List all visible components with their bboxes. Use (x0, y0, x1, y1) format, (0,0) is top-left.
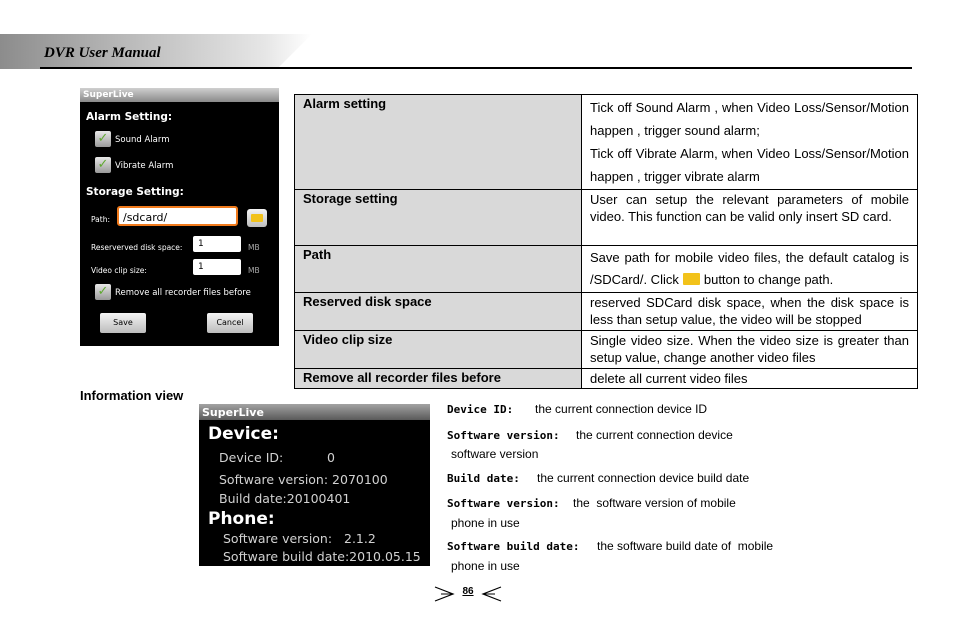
folder-icon (251, 214, 263, 222)
path-desc: Save path for mobile video files, the default catalog is /SDCard/. Click (590, 250, 909, 287)
vibrate-alarm-label: Vibrate Alarm (115, 161, 174, 171)
manual-title: DVR User Manual (44, 45, 161, 61)
save-button[interactable]: Save (100, 313, 146, 333)
row-description: Single video size. When the video size is greater than setup value, change another video files (582, 331, 918, 369)
phone-build-date: Software build date:2010.05.15 (223, 549, 421, 564)
device-software-version: Software version: 2070100 (219, 472, 388, 487)
clip-unit: MB (248, 266, 260, 275)
header-rule (40, 67, 912, 69)
table-row (295, 246, 918, 293)
device-id-label: Device ID: (219, 450, 284, 465)
sound-alarm-label: Sound Alarm (115, 135, 170, 145)
explain-key: Software version: (447, 497, 560, 510)
row-label: Video clip size (295, 331, 582, 369)
phone-software-version: Software version: 2.1.2 (223, 531, 376, 546)
device-heading: Device: (208, 424, 279, 444)
cancel-button[interactable]: Cancel (207, 313, 253, 333)
explain-text: the software build date of mobile (597, 539, 774, 553)
row-label: Alarm setting (295, 95, 582, 190)
information-view-heading: Information view (80, 388, 184, 403)
row-description: delete all current video files (582, 369, 918, 389)
reserved-unit: MB (248, 243, 260, 252)
table-row (295, 369, 918, 389)
reserved-space-label: Reserverved disk space: (91, 243, 183, 252)
settings-screenshot (80, 88, 279, 346)
explain-key: Device ID: (447, 403, 514, 416)
explain-text: the software version of mobile (573, 496, 736, 510)
page-number: 86 (462, 586, 474, 597)
row-description: reserved SDCard disk space, when the disk space is less than setup value, the video will be stopped (582, 293, 918, 331)
device-build-date: Build date:20100401 (219, 491, 351, 506)
vibrate-alarm-desc: Tick off Vibrate Alarm, when Video Loss/Sensor/Motion happen , trigger vibrate alarm (590, 146, 909, 184)
explain-text: the current connection device ID (535, 402, 708, 416)
row-description (582, 95, 918, 190)
sound-alarm-desc: Tick off Sound Alarm , when Video Loss/Sensor/Motion happen , trigger sound alarm; (590, 100, 909, 138)
explain-text-cont: phone in use (451, 559, 520, 573)
path-desc-end: button to change path. (703, 272, 834, 287)
explain-key: Software build date: (447, 540, 580, 553)
folder-icon (683, 273, 700, 285)
row-description: User can setup the relevant parameters of mobile video. This function can be valid only insert SD card. (582, 190, 918, 246)
path-input[interactable]: /sdcard/ (117, 206, 238, 226)
device-id-value: 0 (327, 450, 335, 465)
row-label: Path (295, 246, 582, 293)
vibrate-alarm-checkbox[interactable]: ✓ (95, 157, 111, 173)
remove-files-checkbox[interactable]: ✓ (95, 284, 111, 300)
clip-size-input[interactable]: 1 (193, 259, 241, 275)
row-label: Reserved disk space (295, 293, 582, 331)
information-screenshot (199, 404, 430, 566)
phone-heading: Phone: (208, 509, 275, 529)
explain-key: Build date: (447, 472, 520, 485)
alarm-setting-heading: Alarm Setting: (86, 111, 173, 123)
row-description (582, 246, 918, 293)
table-row (295, 95, 918, 190)
table-row (295, 190, 918, 246)
app-title-bar: SuperLive (199, 404, 430, 420)
remove-files-label: Remove all recorder files before (115, 288, 251, 298)
table-row (295, 331, 918, 369)
row-label: Remove all recorder files before (295, 369, 582, 389)
storage-setting-heading: Storage Setting: (86, 186, 184, 198)
explain-text-cont: software version (451, 447, 539, 461)
explain-text-cont: phone in use (451, 516, 520, 530)
explain-key: Software version: (447, 429, 560, 442)
app-title-bar: SuperLive (80, 88, 279, 102)
explain-text: the current connection device build date (537, 471, 750, 485)
row-label: Storage setting (295, 190, 582, 246)
table-row (295, 293, 918, 331)
explain-text: the current connection device (576, 428, 733, 442)
sound-alarm-checkbox[interactable]: ✓ (95, 131, 111, 147)
clip-size-label: Video clip size: (91, 266, 147, 275)
settings-table (294, 94, 918, 389)
path-label: Path: (91, 215, 111, 224)
reserved-space-input[interactable]: 1 (193, 236, 241, 252)
folder-button[interactable] (247, 209, 267, 227)
